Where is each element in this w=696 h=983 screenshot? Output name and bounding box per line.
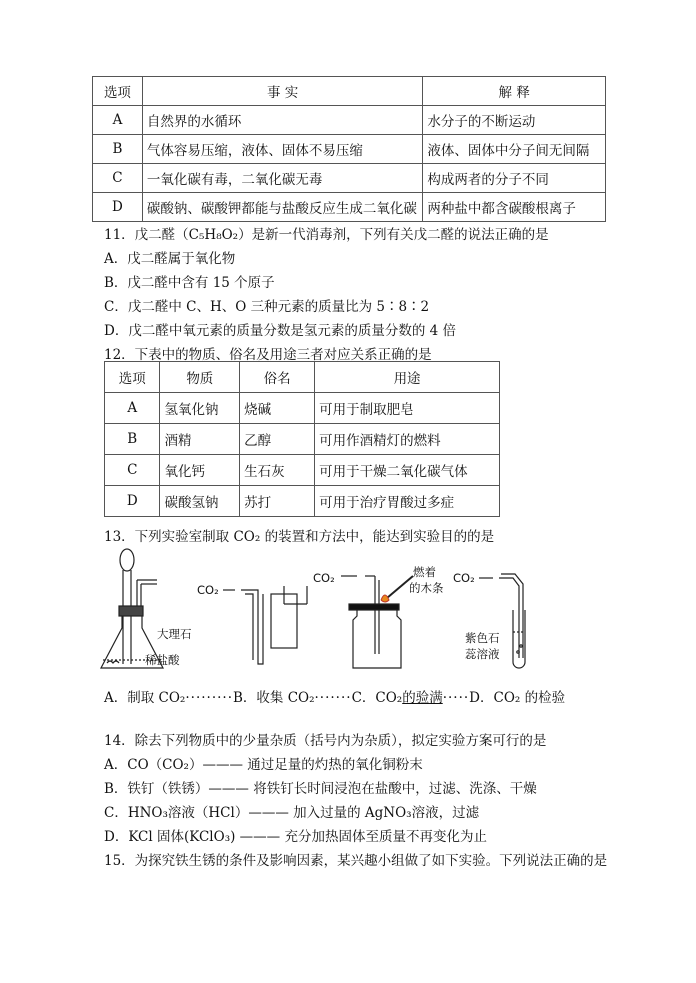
table-cell: 可用于治疗胃酸过多症 (315, 486, 500, 517)
co2-apparatus-figure (95, 546, 565, 676)
table-header-cell: 用途 (315, 362, 500, 393)
table-cell: A (93, 106, 143, 135)
table-cell: B (93, 135, 143, 164)
label-litmus-1: 紫色石 (465, 631, 500, 645)
table-header-cell: 物质 (160, 362, 240, 393)
table-cell: A (105, 393, 160, 424)
substance-table (104, 361, 500, 517)
label-burning-1: 燃着 (413, 565, 436, 579)
q14-stem: 14．除去下列物质中的少量杂质（括号内为杂质），拟定实验方案可行的是 (104, 733, 547, 749)
table-cell: D (105, 486, 160, 517)
q11-option-b: B．戊二醛中含有 15 个原子 (104, 275, 275, 291)
q13-options: A．制取 CO₂·········B．收集 CO₂·······C．CO₂的验满·····D．CO₂ 的检验 (104, 690, 566, 706)
table-header-cell: 解 释 (423, 77, 606, 106)
table-cell: D (93, 193, 143, 222)
label-co2-b: CO₂ (197, 583, 219, 597)
table-header-cell: 事 实 (142, 77, 423, 106)
table-cell: 可用于制取肥皂 (315, 393, 500, 424)
q14-option-b: B．铁钉（铁锈）——— 将铁钉长时间浸泡在盐酸中，过滤、洗涤、干燥 (104, 781, 537, 797)
fact-explanation-table (92, 76, 606, 222)
q15-stem: 15．为探究铁生锈的条件及影响因素，某兴趣小组做了如下实验。下列说法正确的是 (104, 853, 608, 869)
q11-option-c: C．戊二醛中 C、H、O 三种元素的质量比为 5∶8∶2 (104, 299, 430, 315)
table-cell: 可用作酒精灯的燃料 (315, 424, 500, 455)
q14-option-d: D．KCl 固体(KClO₃) ——— 充分加热固体至质量不再变化为止 (104, 829, 487, 845)
table-cell: 碳酸氢钠 (160, 486, 240, 517)
table-row (93, 193, 606, 222)
table-header-cell: 选项 (105, 362, 160, 393)
table-cell: 水分子的不断运动 (423, 106, 606, 135)
table-header-cell: 俗名 (240, 362, 315, 393)
q14-option-c: C．HNO₃溶液（HCl）——— 加入过量的 AgNO₃溶液，过滤 (104, 805, 480, 821)
table-cell: 液体、固体中分子间无间隔 (423, 135, 606, 164)
q12-stem: 12．下表中的物质、俗名及用途三者对应关系正确的是 (104, 347, 432, 363)
q14-option-a: A．CO（CO₂）——— 通过足量的灼热的氧化铜粉末 (104, 757, 423, 773)
table-cell: C (93, 164, 143, 193)
table-cell: 苏打 (240, 486, 315, 517)
table-cell: 构成两者的分子不同 (423, 164, 606, 193)
table-header-cell: 选项 (93, 77, 143, 106)
table-cell: 碳酸钠、碳酸钾都能与盐酸反应生成二氧化碳 (142, 193, 423, 222)
apparatus-a-flask (101, 549, 163, 668)
q13-option-a: A．制取 CO₂ (104, 690, 186, 706)
table-cell: 氢氧化钠 (160, 393, 240, 424)
table-cell: 气体容易压缩，液体、固体不易压缩 (142, 135, 423, 164)
label-co2-d: CO₂ (453, 571, 475, 585)
table-cell: 一氧化碳有毒，二氧化碳无毒 (142, 164, 423, 193)
table-row (105, 486, 500, 517)
q11-stem: 11．戊二醛（C₅H₈O₂）是新一代消毒剂，下列有关戊二醛的说法正确的是 (104, 227, 549, 243)
table-cell: 自然界的水循环 (142, 106, 423, 135)
label-litmus-2: 蕊溶液 (465, 647, 500, 661)
table-row (105, 393, 500, 424)
table-row (93, 135, 606, 164)
apparatus-b-bottle (223, 586, 307, 664)
table-header-row (93, 77, 606, 106)
q13-option-c-underlined: 的验满 (402, 690, 443, 706)
table-cell: 乙醇 (240, 424, 315, 455)
table-header-row (105, 362, 500, 393)
apparatus-c-jar (341, 576, 413, 668)
label-burning-2: 的木条 (409, 581, 444, 595)
q13-stem: 13．下列实验室制取 CO₂ 的装置和方法中，能达到实验目的的是 (104, 529, 495, 545)
q11-option-d: D．戊二醛中氧元素的质量分数是氢元素的质量分数的 4 倍 (104, 323, 456, 339)
table-cell: 烧碱 (240, 393, 315, 424)
table-cell: C (105, 455, 160, 486)
table-cell: 生石灰 (240, 455, 315, 486)
q13-option-d: D．CO₂ 的检验 (469, 690, 566, 706)
table-row (105, 424, 500, 455)
table-cell: 氧化钙 (160, 455, 240, 486)
table-cell: 两种盐中都含碳酸根离子 (423, 193, 606, 222)
label-acid: 稀盐酸 (145, 653, 180, 667)
table-cell: 可用于干燥二氧化碳气体 (315, 455, 500, 486)
table-cell: 酒精 (160, 424, 240, 455)
table-row (93, 164, 606, 193)
q13-option-c: C．CO₂ (351, 690, 403, 706)
label-co2-c: CO₂ (313, 571, 335, 585)
label-marble: 大理石 (157, 627, 192, 641)
q11-option-a: A．戊二醛属于氧化物 (104, 251, 236, 267)
table-cell: B (105, 424, 160, 455)
table-row (105, 455, 500, 486)
q13-option-b: B．收集 CO₂ (232, 690, 315, 706)
table-row (93, 106, 606, 135)
